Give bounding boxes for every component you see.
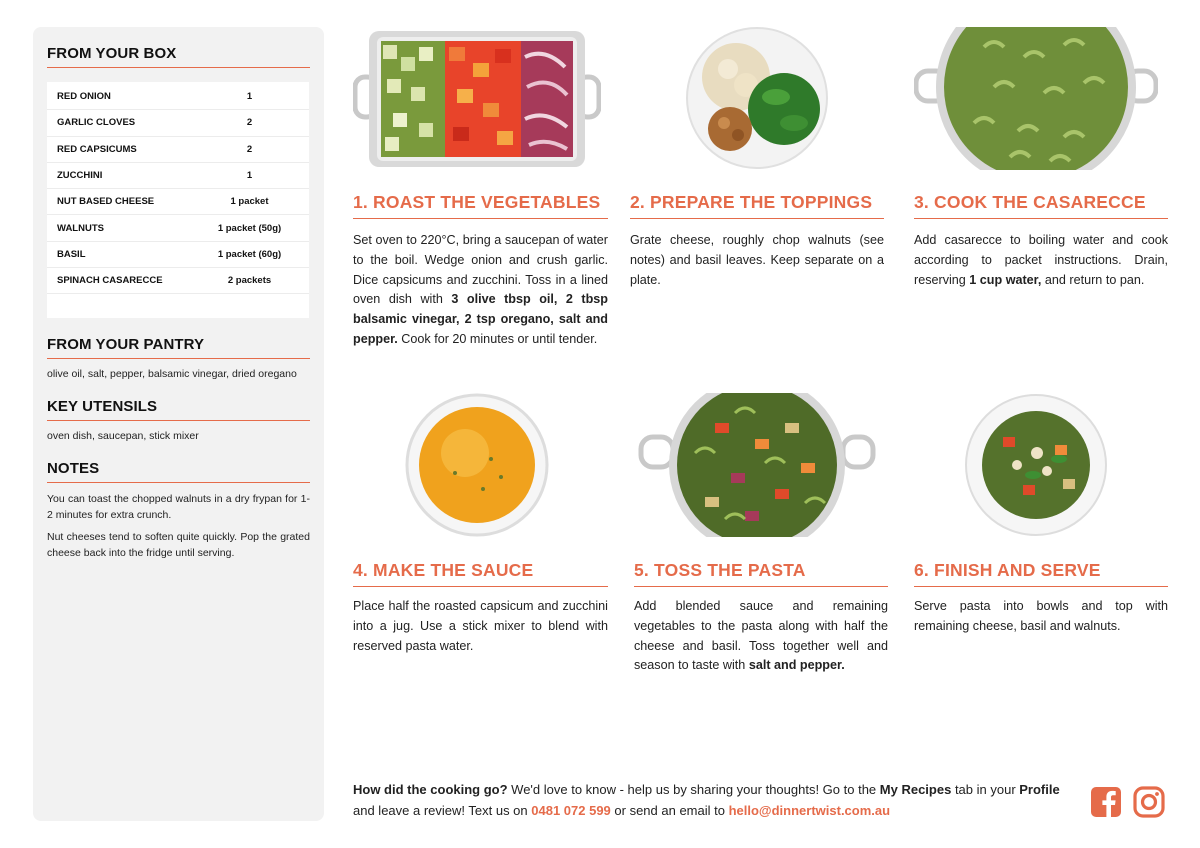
ingredient-qty: 1 xyxy=(246,170,253,182)
ingredient-name: ZUCCHINI xyxy=(57,170,103,182)
ingredient-qty: 1 packet (50g) xyxy=(217,222,282,234)
ingredient-qty: 1 packet (60g) xyxy=(217,248,282,260)
footer-text: or send an email to xyxy=(610,803,729,818)
step-text-run: Set oven to 220°C, bring a saucepan of water to the boil. Wedge onion and crush garlic. Dice capsicums and zucchini. Toss in a lined oven dish with xyxy=(353,233,608,307)
ingredient-qty: 1 packet xyxy=(230,196,269,208)
step-6-title: 6. FINISH AND SERVE xyxy=(914,560,1168,587)
step-text-run: Grate cheese, roughly chop walnuts (see notes) and basil leaves. Keep separate on a plate. xyxy=(630,233,884,287)
ingredient-qty: 1 xyxy=(246,91,253,103)
ingredient-name: BASIL xyxy=(57,248,86,260)
ingredient-qty: 2 xyxy=(246,117,253,129)
note-item: Nut cheeses tend to soften quite quickly. Pop the grated cheese back into the fridge until serving. xyxy=(47,531,310,559)
step-text-run: Cook for 20 minutes or until tender. xyxy=(397,331,598,346)
from-your-pantry-title: FROM YOUR PANTRY xyxy=(47,336,310,359)
step-4-image xyxy=(405,393,549,537)
step-6-image xyxy=(963,393,1109,537)
step-5-image xyxy=(635,393,879,537)
ingredient-row xyxy=(47,268,309,294)
footer-text: We'd love to know - help us by sharing your thoughts! Go to the xyxy=(507,782,880,797)
footer-text: and leave a review! Text us on xyxy=(353,803,532,818)
ingredient-row xyxy=(47,110,309,136)
instagram-icon[interactable] xyxy=(1133,786,1165,823)
step-text-bold: salt and pepper. xyxy=(748,658,845,673)
step-1-text xyxy=(353,231,608,350)
step-1-image xyxy=(353,27,601,170)
footer-text: tab in your xyxy=(951,782,1020,797)
ingredient-row xyxy=(47,215,309,241)
step-2-text xyxy=(630,231,884,290)
ingredient-name: WALNUTS xyxy=(57,222,104,234)
step-4-text xyxy=(353,597,608,656)
feedback-footer xyxy=(353,779,1083,821)
ingredient-row xyxy=(47,137,309,163)
ingredient-name: RED ONION xyxy=(57,91,111,103)
footer-bold: Profile xyxy=(1019,782,1060,797)
step-text-run: Serve pasta into bowls and top with remaining cheese, basil and walnuts. xyxy=(914,599,1168,633)
footer-contact-link[interactable]: hello@dinnertwist.com.au xyxy=(728,803,891,818)
ingredient-row xyxy=(47,242,309,268)
step-5-text xyxy=(634,597,888,676)
utensils-text: oven dish, saucepan, stick mixer xyxy=(47,430,199,442)
ingredient-name: RED CAPSICUMS xyxy=(57,143,137,155)
step-4-title: 4. MAKE THE SAUCE xyxy=(353,560,608,587)
step-3-text xyxy=(914,231,1168,290)
step-5-title: 5. TOSS THE PASTA xyxy=(634,560,888,587)
ingredient-qty: 2 packets xyxy=(227,275,272,287)
ingredient-qty: 2 xyxy=(246,143,253,155)
step-text-bold: 1 cup water, xyxy=(969,272,1042,287)
step-3-title: 3. COOK THE CASARECCE xyxy=(914,192,1168,219)
ingredient-name: GARLIC CLOVES xyxy=(57,117,136,129)
step-text-run: and return to pan. xyxy=(1041,272,1145,287)
step-text-run: Add blended sauce and remaining vegetables to the pasta along with half the cheese and basil. Toss together well and season to taste with xyxy=(634,599,888,673)
ingredient-row xyxy=(47,84,309,110)
step-2-image xyxy=(684,27,830,170)
note-item: You can toast the chopped walnuts in a dry frypan for 1-2 minutes for extra crunch. xyxy=(47,493,310,521)
facebook-icon[interactable] xyxy=(1090,786,1122,823)
footer-contact-link[interactable]: 0481 072 599 xyxy=(531,803,611,818)
ingredient-name: SPINACH CASARECCE xyxy=(57,275,163,287)
footer-bold: My Recipes xyxy=(879,782,952,797)
step-2-title: 2. PREPARE THE TOPPINGS xyxy=(630,192,884,219)
notes-title: NOTES xyxy=(47,460,310,483)
pantry-text: olive oil, salt, pepper, balsamic vinegar, dried oregano xyxy=(47,368,297,380)
step-3-image xyxy=(914,27,1158,170)
step-6-text xyxy=(914,597,1168,637)
ingredients-sidebar xyxy=(33,27,324,821)
step-text-run: Add casarecce to boiling water and cook according to packet instructions. Drain, reserving xyxy=(914,233,1168,287)
ingredient-name: NUT BASED CHEESE xyxy=(57,196,155,208)
ingredients-table xyxy=(47,82,309,318)
step-text-bold: 3 olive tbsp oil, 2 tbsp balsamic vinegar, 2 tsp oregano, salt and pepper. xyxy=(353,292,608,346)
footer-bold: How did the cooking go? xyxy=(353,782,508,797)
from-your-box-title: FROM YOUR BOX xyxy=(47,45,310,68)
ingredient-row xyxy=(47,189,309,215)
step-text-run: Place half the roasted capsicum and zucchini into a jug. Use a stick mixer to blend with reserved pasta water. xyxy=(353,599,608,653)
step-1-title: 1. ROAST THE VEGETABLES xyxy=(353,192,608,219)
key-utensils-title: KEY UTENSILS xyxy=(47,398,310,421)
ingredient-row xyxy=(47,163,309,189)
